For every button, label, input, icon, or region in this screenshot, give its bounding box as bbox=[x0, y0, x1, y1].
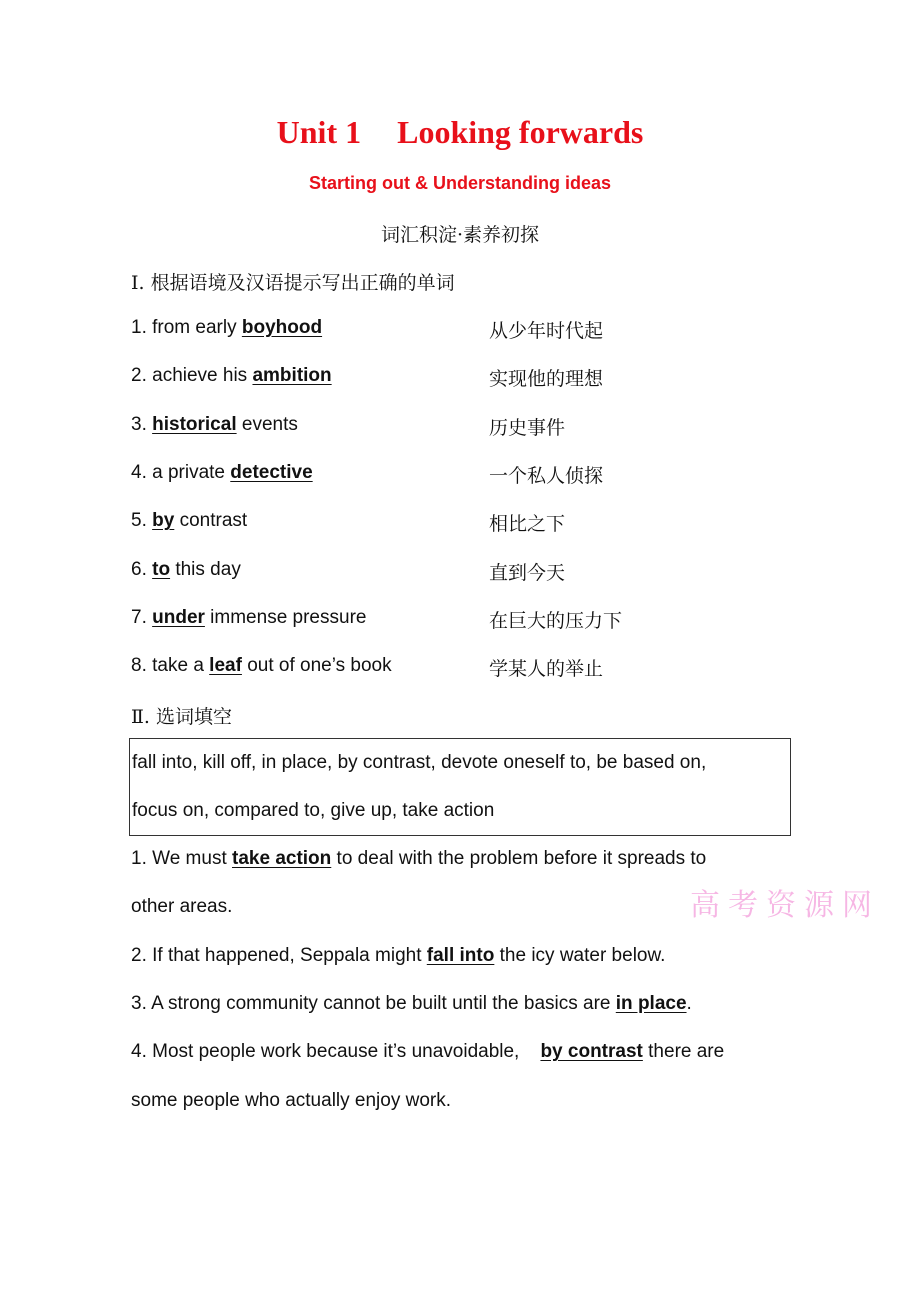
item-prefix: 3. bbox=[131, 413, 153, 435]
sentence-continuation: some people who actually enjoy work. bbox=[131, 1089, 452, 1111]
item-prefix: 4. a private bbox=[131, 461, 231, 483]
part1-heading: Ⅰ. 根据语境及汉语提示写出正确的单词 bbox=[131, 272, 455, 294]
vocab-item bbox=[131, 317, 322, 339]
unit-number: Unit 1 bbox=[276, 114, 362, 150]
answer: ambition bbox=[252, 365, 332, 387]
section-heading: 词汇积淀·素养初探 bbox=[380, 224, 540, 246]
vocab-item bbox=[131, 655, 392, 677]
item-suffix: events bbox=[236, 413, 298, 435]
answer: historical bbox=[152, 413, 237, 435]
item-suffix: contrast bbox=[174, 510, 248, 532]
chinese-hint: 实现他的理想 bbox=[489, 368, 604, 391]
sentence bbox=[131, 848, 706, 870]
answer: take action bbox=[232, 848, 332, 869]
answer: to bbox=[152, 558, 171, 580]
vocab-item bbox=[131, 510, 247, 532]
sentence-suffix: . bbox=[686, 992, 692, 1014]
vocab-item bbox=[131, 365, 332, 387]
sentence-prefix: 1. We must bbox=[131, 848, 233, 869]
sentence-continuation: other areas. bbox=[131, 896, 233, 918]
vocab-item bbox=[131, 607, 366, 629]
answer: in place bbox=[615, 992, 687, 1014]
chinese-hint: 在巨大的压力下 bbox=[489, 609, 623, 632]
item-suffix: this day bbox=[170, 558, 241, 580]
item-suffix: out of one’s book bbox=[241, 655, 392, 677]
sentence-suffix: to deal with the problem before it spreads to bbox=[331, 848, 707, 869]
sentence-prefix: 2. If that happened, Seppala might bbox=[131, 944, 427, 966]
answer: leaf bbox=[209, 655, 242, 677]
chinese-hint: 直到今天 bbox=[489, 561, 566, 584]
chinese-hint: 学某人的举止 bbox=[489, 658, 604, 681]
answer: boyhood bbox=[241, 317, 323, 338]
sentence-suffix: there are bbox=[642, 1041, 725, 1063]
item-prefix: 1. from early bbox=[131, 317, 242, 338]
answer: detective bbox=[230, 461, 313, 483]
item-suffix: immense pressure bbox=[204, 606, 367, 628]
chinese-hint: 历史事件 bbox=[489, 416, 566, 439]
vocab-item bbox=[131, 414, 298, 436]
word-bank-line: fall into, kill off, in place, by contrast, devote oneself to, be based on, bbox=[132, 752, 707, 773]
sentence-suffix: the icy water below. bbox=[494, 944, 666, 966]
answer: fall into bbox=[426, 944, 495, 966]
vocab-item bbox=[131, 559, 241, 581]
chinese-hint: 相比之下 bbox=[489, 513, 566, 536]
subtitle: Starting out & Understanding ideas bbox=[308, 173, 612, 193]
chinese-hint: 从少年时代起 bbox=[489, 320, 604, 342]
part2-heading: Ⅱ. 选词填空 bbox=[131, 706, 232, 728]
sentence bbox=[131, 1041, 724, 1063]
item-prefix: 6. bbox=[131, 558, 153, 580]
item-prefix: 5. bbox=[131, 510, 153, 532]
sentence-prefix: 3. A strong community cannot be built until the basics are bbox=[131, 992, 616, 1014]
watermark: 高考资源网 bbox=[690, 888, 880, 923]
unit-name: Looking forwards bbox=[397, 114, 644, 150]
sentence-prefix: 4. Most people work because it’s unavoidable, bbox=[131, 1041, 541, 1063]
sentence bbox=[131, 993, 692, 1015]
item-prefix: 2. achieve his bbox=[131, 365, 253, 387]
item-prefix: 7. bbox=[131, 606, 153, 628]
item-prefix: 8. take a bbox=[131, 655, 210, 677]
word-bank-line: focus on, compared to, give up, take action bbox=[132, 800, 495, 821]
sentence bbox=[131, 945, 665, 967]
answer: by contrast bbox=[540, 1041, 643, 1063]
word-bank-box bbox=[129, 738, 791, 836]
page-title bbox=[0, 114, 920, 151]
answer: under bbox=[152, 606, 205, 628]
vocab-item bbox=[131, 462, 313, 484]
answer: by bbox=[152, 510, 175, 532]
chinese-hint: 一个私人侦探 bbox=[489, 464, 604, 487]
